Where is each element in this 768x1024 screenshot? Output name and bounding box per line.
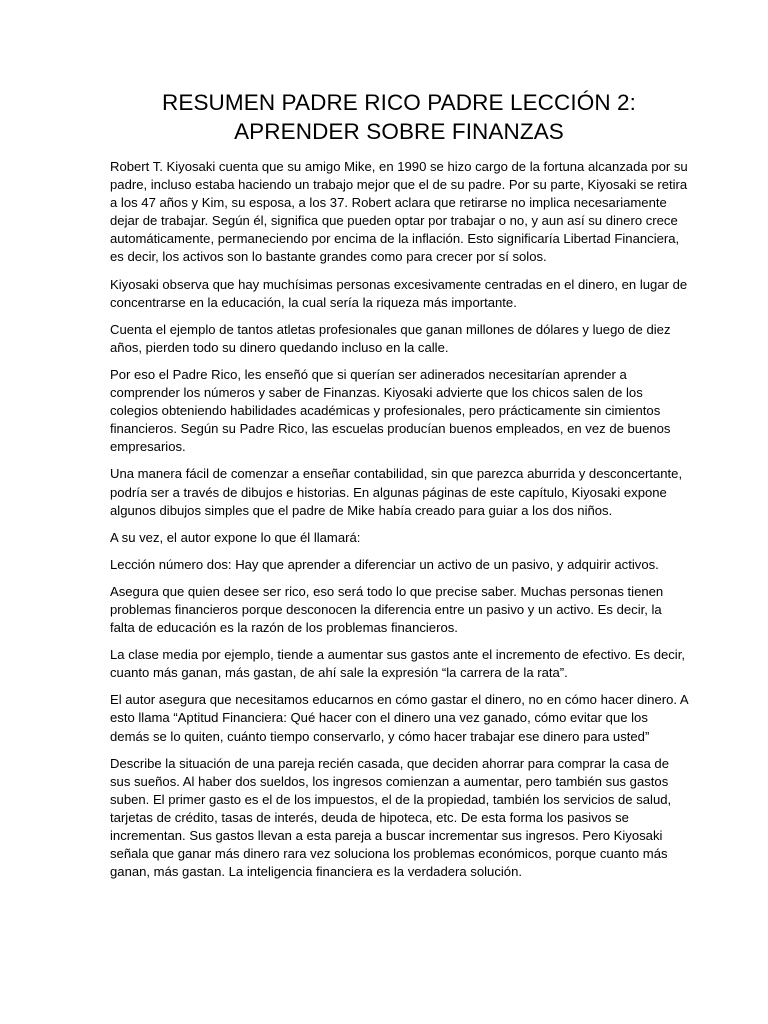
paragraph: La clase media por ejemplo, tiende a aumentar sus gastos ante el incremento de efectivo. Es decir, cuanto más ganan, más gastan, de ahí sale la expresión “la carrera de la rata”. [110, 647, 685, 681]
paragraph: Robert T. Kiyosaki cuenta que su amigo Mike, en 1990 se hizo cargo de la fortuna alcanzada por su padre, incluso estaba haciendo un trabajo mejor que el de su padre. Por su parte, Kiyosaki se retira a los 47 años y Kim, su esposa, a los 37. Robert aclara que retirarse no implica necesariamente dejar de trabajar. Según él, significa que pueden optar por trabajar o no, y aun así su dinero crece automáticamente, permaneciendo por encima de la inflación. Esto significaría Libertad Financiera, es decir, los activos son lo bastante grandes como para crecer por sí solos. [110, 159, 688, 265]
paragraph: Lección número dos: Hay que aprender a diferenciar un activo de un pasivo, y adquirir activos. [110, 556, 659, 572]
paragraph: Por eso el Padre Rico, les enseñó que si querían ser adinerados necesitarían aprender a comprender los números y saber de Finanzas. Kiyosaki advierte que los chicos salen de los colegios obteniendo habilidades académicas y profesionales, pero prácticamente sin cimientos financieros. Según su Padre Rico, las escuelas producían buenos empleados, en vez de buenos empresarios. [110, 366, 671, 455]
paragraph: Asegura que quien desee ser rico, eso será todo lo que precise saber. Muchas personas tienen problemas financieros porque desconocen la diferencia entre un pasivo y un activo. Es decir, la falta de educación es la razón de los problemas financieros. [110, 583, 664, 636]
paragraph: A su vez, el autor expone lo que él llamará: [110, 529, 361, 545]
document-body [110, 158, 688, 881]
paragraph: Cuenta el ejemplo de tantos atletas profesionales que ganan millones de dólares y luego de diez años, pierden todo su dinero quedando incluso en la calle. [110, 321, 671, 355]
title-line-1: RESUMEN PADRE RICO PADRE LECCIÓN 2: [161, 90, 636, 115]
paragraph: El autor asegura que necesitamos educarnos en cómo gastar el dinero, no en cómo hacer dinero. A esto llama “Aptitud Financiera: Qué hacer con el dinero una vez ganado, cómo evitar que los demás se lo quiten, cuánto tiempo conservarlo, y cómo hacer trabajar ese dinero para usted” [110, 692, 688, 744]
title-line-2: APRENDER SOBRE FINANZAS [234, 119, 564, 144]
paragraph: Kiyosaki observa que hay muchísimas personas excesivamente centradas en el dinero, en lugar de concentrarse en la educación, la cual sería la riqueza más importante. [110, 276, 688, 310]
paragraph: Describe la situación de una pareja recién casada, que deciden ahorrar para comprar la casa de sus sueños. Al haber dos sueldos, los ingresos comienzan a aumentar, pero también sus gastos suben. El primer gasto es el de los impuestos, el de la propiedad, también los servicios de salud, tarjetas de crédito, tasas de interés, deuda de hipoteca, etc. De esta forma los pasivos se incrementan. Sus gastos llevan a esta pareja a buscar incrementar sus ingresos. Pero Kiyosaki señala que ganar más dinero rara vez soluciona los problemas económicos, porque cuanto más ganan, más gastan. La inteligencia financiera es la verdadera solución. [110, 755, 672, 880]
paragraph: Una manera fácil de comenzar a enseñar contabilidad, sin que parezca aburrida y desconcertante, podría ser a través de dibujos e historias. En algunas páginas de este capítulo, Kiyosaki expone algunos dibujos simples que el padre de Mike había creado para guiar a los dos niños. [110, 466, 683, 518]
page-title [110, 88, 688, 146]
